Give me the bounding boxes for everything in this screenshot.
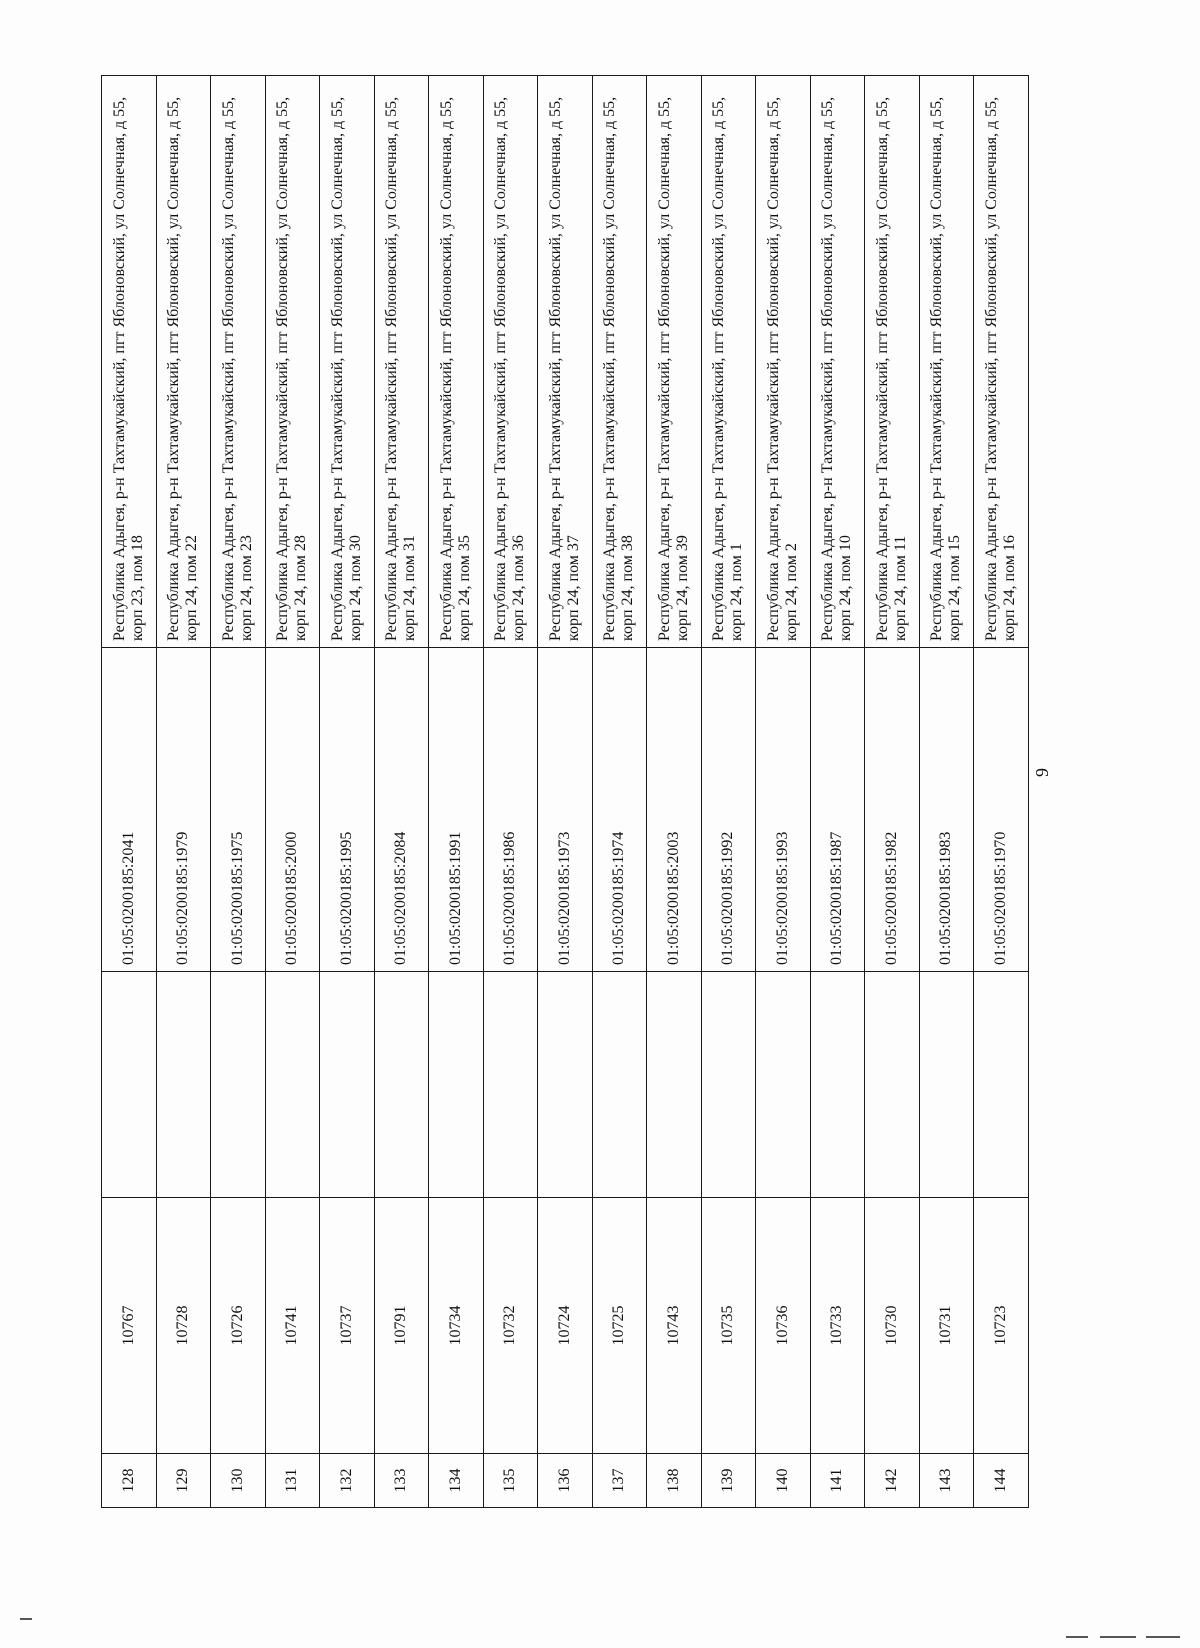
page-number: 9 — [1032, 768, 1052, 777]
address-line-2: корп 24, пом 1 — [728, 543, 746, 641]
cadastral-number-cell: 01:05:0200185:2084 — [374, 648, 429, 972]
row-number-cell: 135 — [483, 1454, 538, 1508]
scan-artifact-mark — [1100, 1636, 1136, 1638]
cadastral-number-cell: 01:05:0200185:1975 — [211, 648, 266, 972]
address-line-2: корп 24, пом 37 — [564, 535, 582, 641]
empty-cell — [320, 972, 375, 1198]
object-id-cell: 10741 — [265, 1198, 320, 1454]
address-line-2: корп 24, пом 16 — [1001, 535, 1019, 641]
address-line-1: Республика Адыгея, р-н Тахтамукайский, пгт Яблоновский, ул Солнечная, д 55, — [764, 96, 782, 641]
table-row — [919, 76, 974, 1508]
table-row — [810, 76, 865, 1508]
object-id-cell: 10736 — [756, 1198, 811, 1454]
empty-cell — [265, 972, 320, 1198]
object-id-cell: 10734 — [429, 1198, 484, 1454]
address-line-2: корп 23, пом 18 — [128, 535, 146, 641]
row-number-cell: 142 — [865, 1454, 920, 1508]
object-id-cell: 10731 — [919, 1198, 974, 1454]
address-cell — [320, 76, 375, 648]
cadastral-number-cell: 01:05:0200185:1993 — [756, 648, 811, 972]
object-id-cell: 10767 — [102, 1198, 157, 1454]
table-row — [592, 76, 647, 1508]
address-cell — [647, 76, 702, 648]
row-number-cell: 131 — [265, 1454, 320, 1508]
address-line-2: корп 24, пом 35 — [455, 535, 473, 641]
address-cell — [756, 76, 811, 648]
cadastral-number-cell: 01:05:0200185:1992 — [701, 648, 756, 972]
cadastral-number-cell: 01:05:0200185:1979 — [156, 648, 211, 972]
cadastral-number-cell: 01:05:0200185:1991 — [429, 648, 484, 972]
row-number-cell: 130 — [211, 1454, 266, 1508]
empty-cell — [538, 972, 593, 1198]
address-line-1: Республика Адыгея, р-н Тахтамукайский, пгт Яблоновский, ул Солнечная, д 55, — [819, 96, 837, 641]
row-number-cell: 139 — [701, 1454, 756, 1508]
address-cell — [429, 76, 484, 648]
address-line-1: Республика Адыгея, р-н Тахтамукайский, пгт Яблоновский, ул Солнечная, д 55, — [873, 96, 891, 641]
address-cell — [211, 76, 266, 648]
address-line-1: Республика Адыгея, р-н Тахтамукайский, пгт Яблоновский, ул Солнечная, д 55, — [110, 96, 128, 641]
address-line-1: Республика Адыгея, р-н Тахтамукайский, пгт Яблоновский, ул Солнечная, д 55, — [546, 96, 564, 641]
table-row — [211, 76, 266, 1508]
object-id-cell: 10791 — [374, 1198, 429, 1454]
address-line-2: корп 24, пом 30 — [346, 535, 364, 641]
address-line-2: корп 24, пом 39 — [673, 535, 691, 641]
scan-artifact-mark — [20, 1618, 32, 1620]
cadastral-number-cell: 01:05:0200185:2000 — [265, 648, 320, 972]
row-number-cell: 132 — [320, 1454, 375, 1508]
address-cell — [483, 76, 538, 648]
empty-cell — [211, 972, 266, 1198]
empty-cell — [374, 972, 429, 1198]
cadastral-number-cell: 01:05:0200185:2003 — [647, 648, 702, 972]
address-cell — [102, 76, 157, 648]
address-cell — [919, 76, 974, 648]
row-number-cell: 129 — [156, 1454, 211, 1508]
cadastral-number-cell: 01:05:0200185:1974 — [592, 648, 647, 972]
address-line-1: Республика Адыгея, р-н Тахтамукайский, пгт Яблоновский, ул Солнечная, д 55, — [928, 96, 946, 641]
address-line-2: корп 24, пом 2 — [782, 543, 800, 641]
row-number-cell: 140 — [756, 1454, 811, 1508]
table-row — [265, 76, 320, 1508]
object-id-cell: 10725 — [592, 1198, 647, 1454]
empty-cell — [647, 972, 702, 1198]
cadastral-number-cell: 01:05:0200185:1973 — [538, 648, 593, 972]
address-line-1: Республика Адыгея, р-н Тахтамукайский, пгт Яблоновский, ул Солнечная, д 55, — [328, 96, 346, 641]
table-row — [429, 76, 484, 1508]
empty-cell — [156, 972, 211, 1198]
empty-cell — [701, 972, 756, 1198]
address-line-1: Республика Адыгея, р-н Тахтамукайский, пгт Яблоновский, ул Солнечная, д 55, — [655, 96, 673, 641]
empty-cell — [592, 972, 647, 1198]
cadastral-number-cell: 01:05:0200185:1983 — [919, 648, 974, 972]
row-number-cell: 136 — [538, 1454, 593, 1508]
address-line-2: корп 24, пом 10 — [837, 535, 855, 641]
table-row — [756, 76, 811, 1508]
address-line-1: Республика Адыгея, р-н Тахтамукайский, пгт Яблоновский, ул Солнечная, д 55, — [219, 96, 237, 641]
object-id-cell: 10728 — [156, 1198, 211, 1454]
cadastral-number-cell: 01:05:0200185:2041 — [102, 648, 157, 972]
address-line-2: корп 24, пом 36 — [510, 535, 528, 641]
table-row — [156, 76, 211, 1508]
row-number-cell: 141 — [810, 1454, 865, 1508]
empty-cell — [483, 972, 538, 1198]
table-row — [102, 76, 157, 1508]
address-line-1: Республика Адыгея, р-н Тахтамукайский, пгт Яблоновский, ул Солнечная, д 55, — [383, 96, 401, 641]
object-id-cell: 10735 — [701, 1198, 756, 1454]
address-cell — [265, 76, 320, 648]
empty-cell — [810, 972, 865, 1198]
address-line-2: корп 24, пом 11 — [891, 535, 909, 641]
address-line-1: Республика Адыгея, р-н Тахтамукайский, пгт Яблоновский, ул Солнечная, д 55, — [983, 96, 1001, 641]
empty-cell — [919, 972, 974, 1198]
cadastral-number-cell: 01:05:0200185:1982 — [865, 648, 920, 972]
rotated-table-wrapper — [101, 76, 1029, 1508]
address-line-2: корп 24, пом 38 — [619, 535, 637, 641]
object-id-cell: 10726 — [211, 1198, 266, 1454]
address-line-1: Республика Адыгея, р-н Тахтамукайский, пгт Яблоновский, ул Солнечная, д 55, — [492, 96, 510, 641]
table-row — [320, 76, 375, 1508]
cadastral-number-cell: 01:05:0200185:1995 — [320, 648, 375, 972]
cadastral-number-cell: 01:05:0200185:1986 — [483, 648, 538, 972]
table-body — [102, 76, 1029, 1508]
row-number-cell: 143 — [919, 1454, 974, 1508]
row-number-cell: 133 — [374, 1454, 429, 1508]
table-row — [483, 76, 538, 1508]
empty-cell — [429, 972, 484, 1198]
object-id-cell: 10737 — [320, 1198, 375, 1454]
address-cell — [592, 76, 647, 648]
row-number-cell: 137 — [592, 1454, 647, 1508]
address-line-2: корп 24, пом 15 — [946, 535, 964, 641]
table-row — [647, 76, 702, 1508]
empty-cell — [974, 972, 1029, 1198]
address-line-1: Республика Адыгея, р-н Тахтамукайский, пгт Яблоновский, ул Солнечная, д 55, — [274, 96, 292, 641]
row-number-cell: 128 — [102, 1454, 157, 1508]
row-number-cell: 138 — [647, 1454, 702, 1508]
property-register-table — [101, 75, 1029, 1508]
object-id-cell: 10743 — [647, 1198, 702, 1454]
row-number-cell: 134 — [429, 1454, 484, 1508]
object-id-cell: 10733 — [810, 1198, 865, 1454]
table-row — [374, 76, 429, 1508]
object-id-cell: 10724 — [538, 1198, 593, 1454]
address-line-2: корп 24, пом 22 — [183, 535, 201, 641]
object-id-cell: 10732 — [483, 1198, 538, 1454]
address-line-1: Республика Адыгея, р-н Тахтамукайский, пгт Яблоновский, ул Солнечная, д 55, — [437, 96, 455, 641]
scan-artifact-mark — [1066, 1636, 1088, 1638]
address-line-1: Республика Адыгея, р-н Тахтамукайский, пгт Яблоновский, ул Солнечная, д 55, — [601, 96, 619, 641]
address-cell — [156, 76, 211, 648]
table-row — [701, 76, 756, 1508]
empty-cell — [756, 972, 811, 1198]
address-cell — [538, 76, 593, 648]
address-line-2: корп 24, пом 28 — [292, 535, 310, 641]
address-cell — [974, 76, 1029, 648]
empty-cell — [102, 972, 157, 1198]
address-line-2: корп 24, пом 23 — [237, 535, 255, 641]
address-cell — [865, 76, 920, 648]
scan-artifact-mark — [1146, 1636, 1180, 1638]
address-line-1: Республика Адыгея, р-н Тахтамукайский, пгт Яблоновский, ул Солнечная, д 55, — [710, 96, 728, 641]
address-cell — [374, 76, 429, 648]
object-id-cell: 10723 — [974, 1198, 1029, 1454]
address-line-1: Республика Адыгея, р-н Тахтамукайский, пгт Яблоновский, ул Солнечная, д 55, — [165, 96, 183, 641]
object-id-cell: 10730 — [865, 1198, 920, 1454]
cadastral-number-cell: 01:05:0200185:1970 — [974, 648, 1029, 972]
table-row — [538, 76, 593, 1508]
cadastral-number-cell: 01:05:0200185:1987 — [810, 648, 865, 972]
table-row — [865, 76, 920, 1508]
row-number-cell: 144 — [974, 1454, 1029, 1508]
address-line-2: корп 24, пом 31 — [401, 535, 419, 641]
address-cell — [810, 76, 865, 648]
address-cell — [701, 76, 756, 648]
empty-cell — [865, 972, 920, 1198]
table-row — [974, 76, 1029, 1508]
